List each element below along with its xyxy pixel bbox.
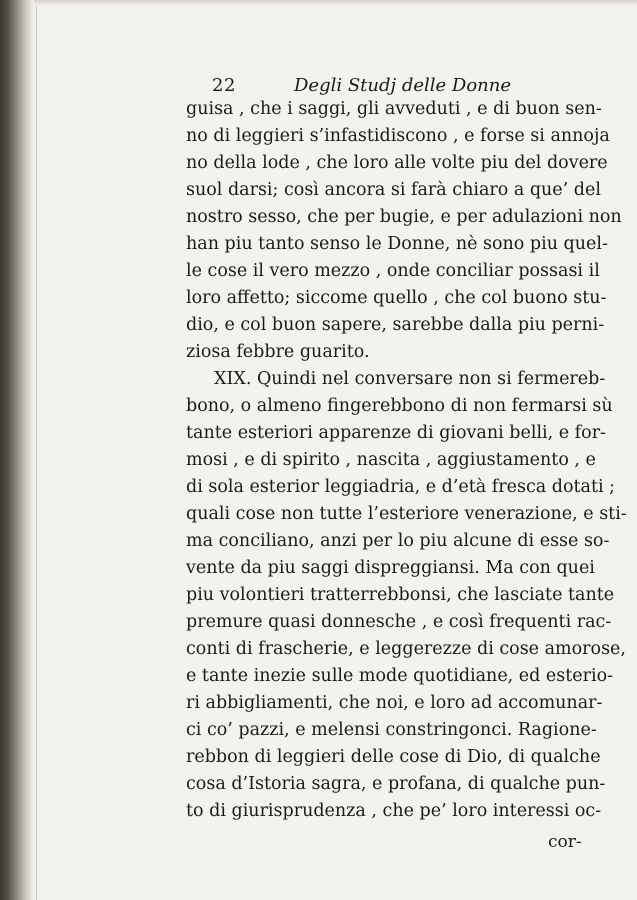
page-number: 22 (212, 75, 236, 96)
text-line: vente da piu saggi dispreggiansi. Ma con quei (186, 558, 595, 578)
text-line: no di leggieri s’infastidiscono , e forse si annoja (186, 126, 610, 146)
text-line: di sola esterior leggiadria, e d’età fresca dotati ; (186, 477, 616, 497)
running-title: Degli Studj delle Donne (294, 75, 511, 96)
text-line: ma conciliano, anzi per lo piu alcune di esse so- (186, 531, 610, 551)
text-line: le cose il vero mezzo , onde conciliar possasi il (186, 261, 600, 281)
text-line: ci co’ pazzi, e melensi constringonci. Ragione- (186, 720, 597, 740)
page-top-edge (34, 0, 637, 6)
text-line: premure quasi donnesche , e così frequenti rac- (186, 612, 612, 632)
text-line: conti di frascherie, e leggerezze di cose amorose, (186, 639, 626, 659)
text-line: loro affetto; siccome quello , che col buono stu- (186, 288, 607, 308)
text-line: guisa , che i saggi, gli avveduti , e di buon sen- (186, 99, 602, 119)
text-line: piu volontieri tratterrebbonsi, che lasciate tante (186, 585, 615, 605)
text-line: bono, o almeno fingerebbono di non fermarsi sù (186, 396, 613, 416)
text-line: han piu tanto senso le Donne, nè sono piu quel- (186, 234, 608, 254)
paragraph-start-line: XIX. Quindi nel conversare non si fermereb- (214, 369, 606, 389)
text-line: mosi , e di spirito , nascita , aggiustamento , e (186, 450, 596, 470)
text-line: cosa d’Istoria sagra, e profana, di qualche pun- (186, 774, 606, 794)
text-line: ziosa febbre guarito. (186, 342, 370, 362)
gutter-line (36, 0, 37, 900)
text-line: nostro sesso, che per bugie, e per adulazioni non (186, 207, 622, 227)
catchword: cor- (548, 832, 582, 852)
text-line: no della lode , che loro alle volte piu del dovere (186, 153, 608, 173)
text-line: suol darsi; così ancora si farà chiaro a que’ del (186, 180, 601, 200)
text-line: quali cose non tutte l’esteriore venerazione, e sti- (186, 504, 627, 524)
text-line: dio, e col buon sapere, sarebbe dalla piu perni- (186, 315, 605, 335)
book-binding-shadow (0, 0, 34, 900)
text-line: ri abbigliamenti, che noi, e loro ad accomunar- (186, 693, 603, 713)
text-line: e tante inezie sulle mode quotidiane, ed esterio- (186, 666, 614, 686)
text-line: tante esteriori apparenze di giovani belli, e for- (186, 423, 606, 443)
text-line: rebbon di leggieri delle cose di Dio, di qualche (186, 747, 601, 767)
text-line: to di giurisprudenza , che pe’ loro interessi oc- (186, 801, 602, 821)
